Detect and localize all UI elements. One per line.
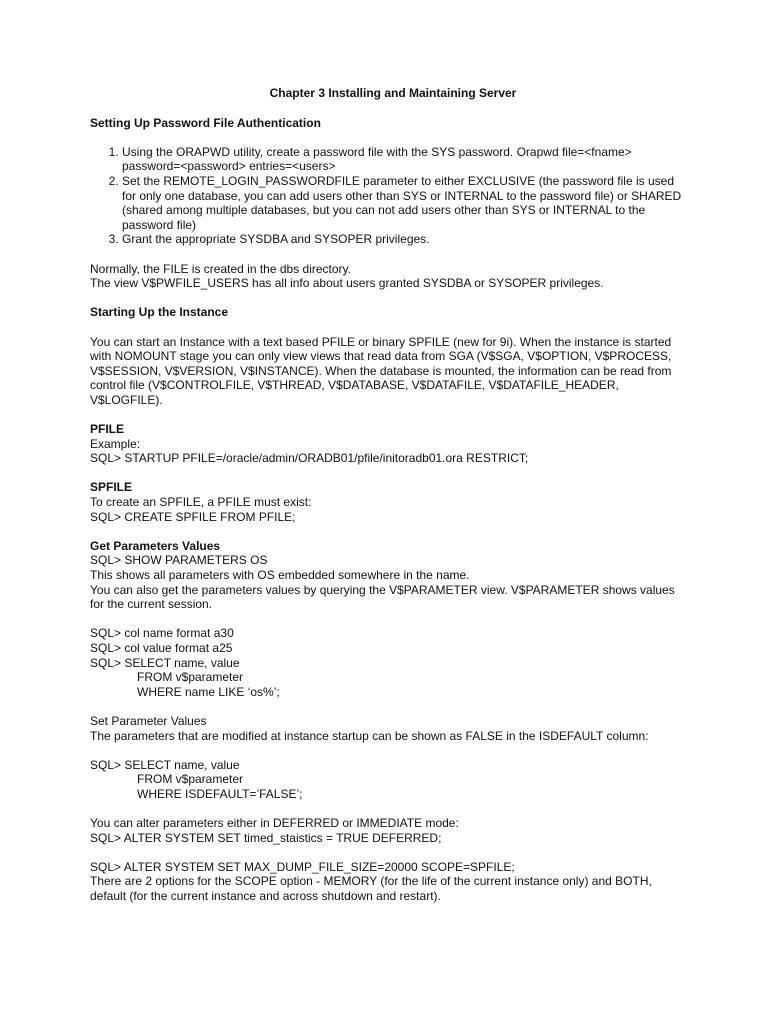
code-line: SQL> SHOW PARAMETERS OS <box>90 553 268 568</box>
list-item: 1. Using the ORAPWD utility, create a password file with the SYS password. Orapwd file=<fname> password=<password> entries=<users> <box>122 145 690 174</box>
password-file-steps <box>90 145 690 247</box>
section-heading-pfile: PFILE <box>90 422 125 437</box>
code-line: SQL> STARTUP PFILE=/oracle/admin/ORADB01/pfile/initoradb01.ora RESTRICT; <box>90 451 529 466</box>
code-line: SQL> col name format a30 <box>90 626 234 641</box>
paragraph: Normally, the FILE is created in the dbs directory. <box>90 261 351 276</box>
paragraph: You can also get the parameters values by querying the V$PARAMETER view. V$PARAMETER shows values for the current session. <box>90 582 675 612</box>
code-line: FROM v$parameter <box>137 772 244 787</box>
document-page <box>90 86 690 904</box>
paragraph: You can start an Instance with a text based PFILE or binary SPFILE (new for 9i). When the instance is started with NOMOUNT stage you can only view views that read data from SGA (V$SGA, V$OPTION, V$PROCESS, V$SESSION, V$VERSION, V$INSTANCE). When the database is mounted, the information can be read from control file (V$CONTROLFILE, V$THREAD, V$DATABASE, V$DATAFILE, V$DATAFILE_HEADER, V$LOGFILE). <box>90 334 672 407</box>
paragraph: This shows all parameters with OS embedded somewhere in the name. <box>90 568 470 582</box>
code-line: FROM v$parameter <box>137 670 244 685</box>
list-item: 3. Grant the appropriate SYSDBA and SYSOPER privileges. <box>122 232 690 247</box>
paragraph: Example: <box>90 436 141 451</box>
list-item: 2. Set the REMOTE_LOGIN_PASSWORDFILE parameter to either EXCLUSIVE (the password file is used for only one database, you can add users other than SYS or INTERNAL to the password file) or SHARED (shared among multiple databases, but you can not add users other than SYS or INTERNAL to the password file) <box>122 174 690 232</box>
code-line: SQL> ALTER SYSTEM SET MAX_DUMP_FILE_SIZE=20000 SCOPE=SPFILE; <box>90 859 515 874</box>
paragraph: There are 2 options for the SCOPE option - MEMORY (for the life of the current instance only) and BOTH, default (for the current instance and across shutdown and restart). <box>90 874 652 904</box>
code-line: WHERE ISDEFAULT=’FALSE’; <box>137 786 303 801</box>
section-heading-password-file: Setting Up Password File Authentication <box>90 115 321 130</box>
page-title: Chapter 3 Installing and Maintaining Server <box>269 86 517 100</box>
section-heading-spfile: SPFILE <box>90 480 133 495</box>
code-line: SQL> col value format a25 <box>90 640 233 655</box>
code-line: SQL> SELECT name, value <box>90 757 240 772</box>
code-line: WHERE name LIKE ‘os%’; <box>137 684 280 699</box>
code-line: SQL> ALTER SYSTEM SET timed_staistics = TRUE DEFERRED; <box>90 830 442 845</box>
section-heading-get-parameters: Get Parameters Values <box>90 538 221 553</box>
paragraph: The parameters that are modified at instance startup can be shown as FALSE in the ISDEFAULT column: <box>90 728 649 743</box>
code-line: SQL> SELECT name, value <box>90 655 240 670</box>
code-line: SQL> CREATE SPFILE FROM PFILE; <box>90 509 296 524</box>
section-heading-set-parameters: Set Parameter Values <box>90 713 207 728</box>
section-heading-starting-instance: Starting Up the Instance <box>90 305 229 320</box>
paragraph: To create an SPFILE, a PFILE must exist: <box>90 495 312 510</box>
paragraph: The view V$PWFILE_USERS has all info about users granted SYSDBA or SYSOPER privileges. <box>90 276 604 291</box>
paragraph: You can alter parameters either in DEFERRED or IMMEDIATE mode: <box>90 816 459 831</box>
